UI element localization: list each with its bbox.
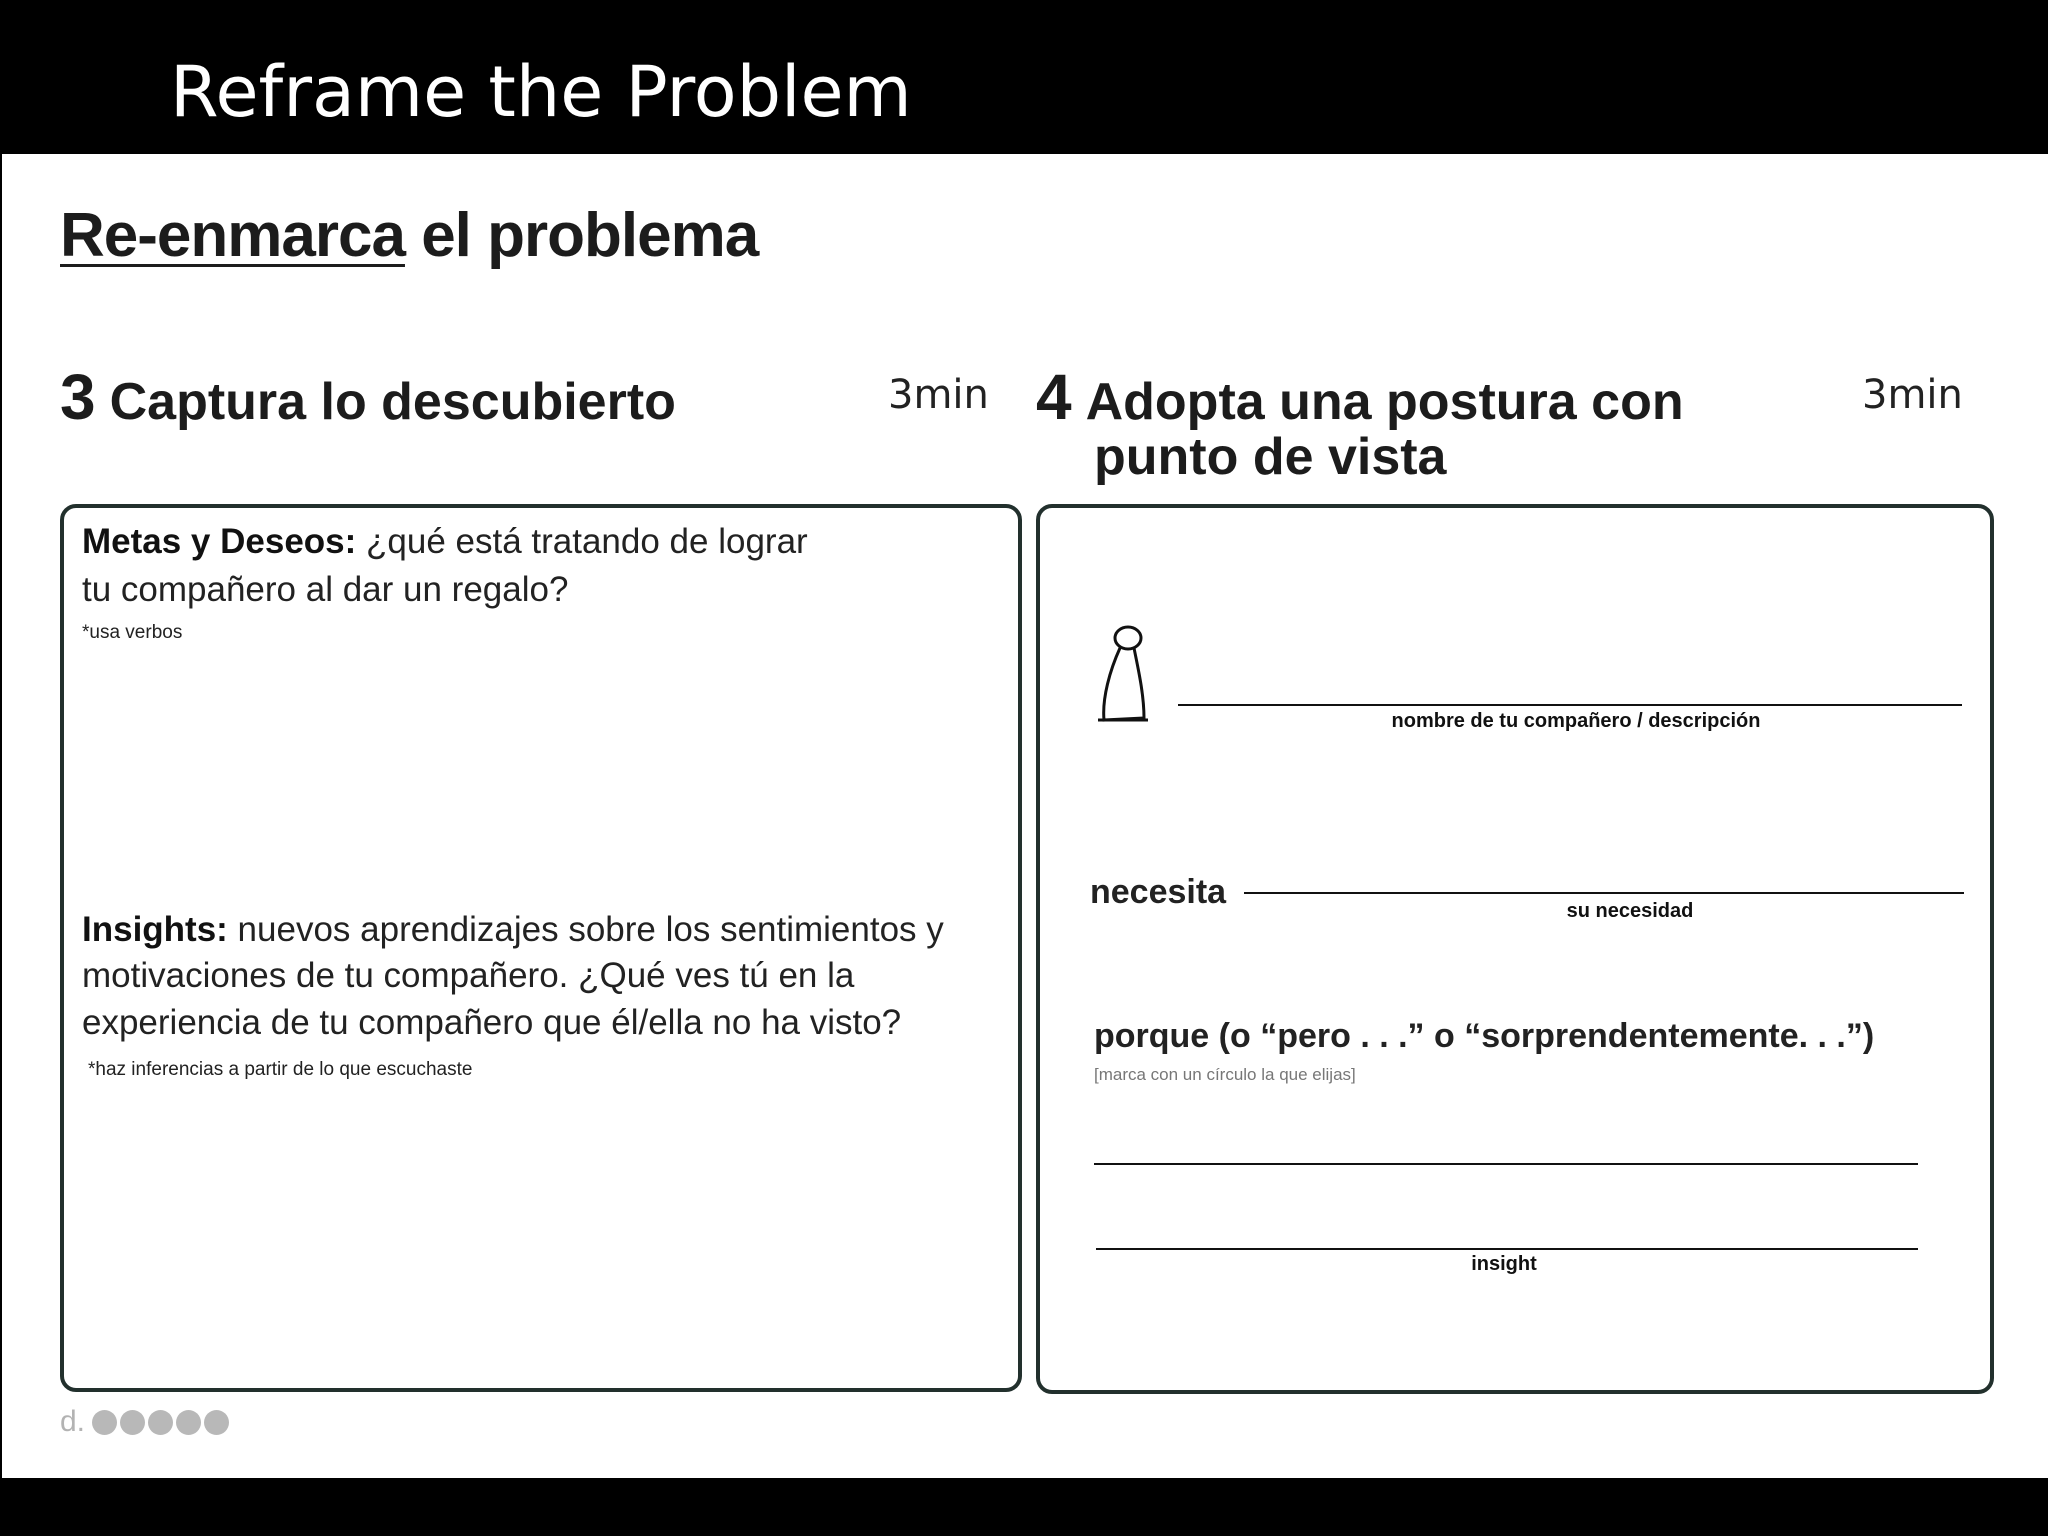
need-line[interactable] — [1244, 892, 1964, 894]
insights-note: *haz inferencias a partir de lo que escuchaste — [88, 1059, 473, 1080]
worksheet-title-rest: el problema — [404, 201, 759, 270]
person-sketch-icon — [1096, 620, 1156, 730]
needs-label: necesita — [1090, 873, 1227, 911]
because-label: porque (o “pero . . .” o “sorprendentemente. . .”) — [1094, 1017, 1875, 1055]
step4-number: 4 — [1036, 361, 1072, 433]
insights-question-line1 — [82, 906, 944, 954]
bottom-bar — [0, 1478, 2048, 1536]
goals-question-line2: tu compañero al dar un regalo? — [82, 570, 569, 609]
insights-question-line3: experiencia de tu compañero que él/ella no ha visto? — [82, 1003, 902, 1042]
point-of-view-panel — [1036, 504, 1994, 1394]
worksheet — [2, 154, 2048, 1478]
step4-title-line2: punto de vista — [1094, 428, 1447, 486]
logo-dot-icon — [176, 1410, 201, 1435]
discoveries-panel — [60, 504, 1022, 1392]
step3-number: 3 — [60, 361, 96, 433]
insight-line-1[interactable] — [1094, 1163, 1918, 1165]
step3-title: Captura lo descubierto — [109, 373, 676, 431]
goals-question-line1 — [82, 518, 808, 566]
goals-label: Metas y Deseos: — [82, 522, 357, 561]
step3-time: 3min — [888, 372, 989, 418]
logo-dot-icon — [120, 1410, 145, 1435]
worksheet-title — [60, 200, 758, 271]
insight-line-2[interactable] — [1096, 1248, 1918, 1250]
insights-question-line2: motivaciones de tu compañero. ¿Qué ves tú en la — [82, 956, 855, 995]
insights-label: Insights: — [82, 910, 228, 949]
logo-dot-icon — [204, 1410, 229, 1435]
partner-name-caption: nombre de tu compañero / descripción — [1391, 710, 1761, 732]
goals-note: *usa verbos — [82, 622, 183, 643]
step4-time: 3min — [1862, 372, 1963, 418]
slide-header — [0, 0, 2048, 152]
step4-title-line1: Adopta una postura con — [1085, 373, 1684, 431]
partner-name-line[interactable] — [1178, 704, 1962, 706]
logo-dot-icon — [92, 1410, 117, 1435]
logo-dot-icon — [148, 1410, 173, 1435]
goals-text-line1: ¿qué está tratando de lograr — [356, 522, 808, 561]
insights-text-line1: nuevos aprendizajes sobre los sentimientos y — [227, 910, 944, 949]
because-note: [marca con un círculo la que elijas] — [1094, 1065, 1356, 1084]
insight-caption: insight — [1471, 1253, 1537, 1275]
worksheet-title-underlined: Re-enmarca — [60, 201, 405, 270]
need-caption: su necesidad — [1566, 900, 1694, 922]
logo-text: d. — [60, 1405, 86, 1438]
slide-title: Reframe the Problem — [170, 51, 912, 133]
step3-heading — [60, 360, 676, 434]
dschool-logo — [60, 1405, 229, 1439]
step4-heading — [1036, 360, 1684, 434]
